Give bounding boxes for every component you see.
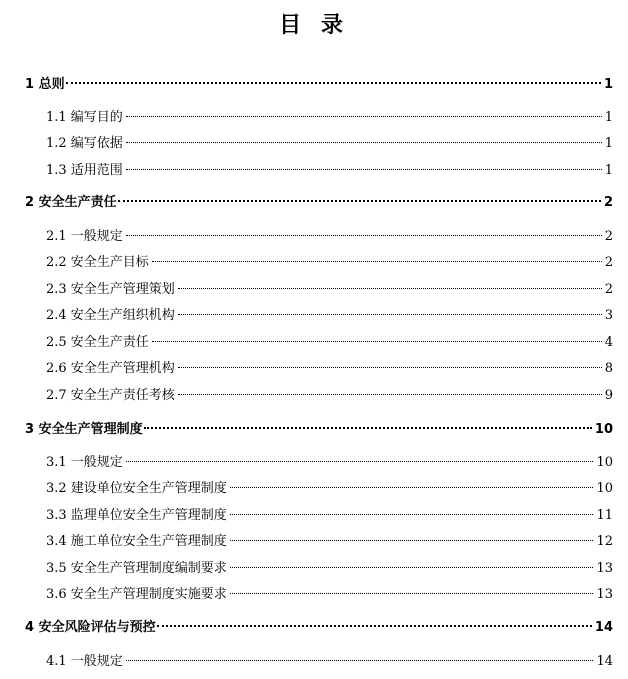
dot-leader bbox=[230, 593, 594, 594]
toc-entry-label: 3.6 安全生产管理制度实施要求 bbox=[46, 587, 227, 602]
toc-entry-label: 2.3 安全生产管理策划 bbox=[46, 282, 175, 297]
toc-entry-label: 2 安全生产责任 bbox=[25, 195, 117, 210]
toc-section-entry[interactable] bbox=[46, 107, 613, 129]
toc-section-entry[interactable] bbox=[46, 478, 613, 500]
toc-chapter-entry[interactable] bbox=[25, 419, 613, 441]
dot-leader bbox=[178, 394, 602, 395]
toc-entry-label: 2.7 安全生产责任考核 bbox=[46, 388, 175, 403]
toc-entry-page-number: 1 bbox=[604, 110, 613, 125]
toc-section-entry[interactable] bbox=[46, 651, 613, 673]
toc-entry-page-number: 10 bbox=[596, 481, 613, 496]
dot-leader bbox=[178, 367, 602, 368]
toc-entry-page-number: 2 bbox=[604, 229, 613, 244]
toc-section-entry[interactable] bbox=[46, 279, 613, 301]
toc-entry-label: 2.1 一般规定 bbox=[46, 229, 123, 244]
dot-leader bbox=[126, 235, 602, 236]
toc-entry-label: 3.2 建设单位安全生产管理制度 bbox=[46, 481, 227, 496]
dot-leader bbox=[152, 261, 602, 262]
toc-chapter-entry[interactable] bbox=[25, 192, 613, 214]
toc-entry-page-number: 11 bbox=[596, 508, 613, 523]
toc-entry-label: 1.3 适用范围 bbox=[46, 163, 123, 178]
toc-entry-page-number: 1 bbox=[604, 163, 613, 178]
toc-section-entry[interactable] bbox=[46, 505, 613, 527]
toc-entry-label: 3 安全生产管理制度 bbox=[25, 422, 143, 437]
toc-entry-label: 3.4 施工单位安全生产管理制度 bbox=[46, 534, 227, 549]
toc-entry-label: 1 总则 bbox=[25, 77, 65, 92]
dot-leader bbox=[230, 567, 594, 568]
page-title: 目 录 bbox=[279, 13, 349, 38]
dot-leader bbox=[118, 200, 601, 202]
toc-entry-page-number: 12 bbox=[596, 534, 613, 549]
toc-entry-page-number: 1 bbox=[603, 77, 613, 92]
toc-entry-label: 2.2 安全生产目标 bbox=[46, 255, 149, 270]
toc-entry-page-number: 2 bbox=[604, 255, 613, 270]
toc-entry-page-number: 14 bbox=[594, 620, 613, 635]
toc-section-entry[interactable] bbox=[46, 332, 613, 354]
dot-leader bbox=[230, 514, 594, 515]
toc-entry-label: 1.2 编写依据 bbox=[46, 136, 123, 151]
dot-leader bbox=[144, 427, 592, 429]
toc-entry-page-number: 2 bbox=[604, 282, 613, 297]
dot-leader bbox=[126, 169, 602, 170]
toc-entry-page-number: 2 bbox=[603, 195, 613, 210]
dot-leader bbox=[178, 314, 602, 315]
toc-entry-label: 2.6 安全生产管理机构 bbox=[46, 361, 175, 376]
toc-section-entry[interactable] bbox=[46, 584, 613, 606]
toc-entry-label: 2.4 安全生产组织机构 bbox=[46, 308, 175, 323]
toc-section-entry[interactable] bbox=[46, 531, 613, 553]
toc-entry-label: 3.5 安全生产管理制度编制要求 bbox=[46, 561, 227, 576]
dot-leader bbox=[157, 625, 592, 627]
toc-section-entry[interactable] bbox=[46, 226, 613, 248]
toc-section-entry[interactable] bbox=[46, 558, 613, 580]
toc-entry-page-number: 8 bbox=[604, 361, 613, 376]
toc-section-entry[interactable] bbox=[46, 452, 613, 474]
toc-entry-label: 3.1 一般规定 bbox=[46, 455, 123, 470]
dot-leader bbox=[126, 142, 602, 143]
dot-leader bbox=[126, 461, 594, 462]
toc-section-entry[interactable] bbox=[46, 252, 613, 274]
toc-entry-label: 3.3 监理单位安全生产管理制度 bbox=[46, 508, 227, 523]
toc-entry-page-number: 1 bbox=[604, 136, 613, 151]
toc-entry-label: 4.1 一般规定 bbox=[46, 654, 123, 669]
toc-entry-page-number: 4 bbox=[604, 335, 613, 350]
dot-leader bbox=[230, 487, 594, 488]
toc-section-entry[interactable] bbox=[46, 385, 613, 407]
toc-entry-label: 2.5 安全生产责任 bbox=[46, 335, 149, 350]
toc-entry-page-number: 14 bbox=[596, 654, 613, 669]
toc-entry-page-number: 13 bbox=[596, 587, 613, 602]
toc-section-entry[interactable] bbox=[46, 133, 613, 155]
dot-leader bbox=[126, 660, 594, 661]
dot-leader bbox=[126, 116, 602, 117]
toc-entry-page-number: 13 bbox=[596, 561, 613, 576]
toc-entry-page-number: 10 bbox=[594, 422, 613, 437]
toc-entry-label: 4 安全风险评估与预控 bbox=[25, 620, 156, 635]
toc-section-entry[interactable] bbox=[46, 358, 613, 380]
dot-leader bbox=[66, 82, 601, 84]
dot-leader bbox=[178, 288, 602, 289]
toc-entry-page-number: 9 bbox=[604, 388, 613, 403]
toc-entry-page-number: 3 bbox=[604, 308, 613, 323]
dot-leader bbox=[152, 341, 602, 342]
toc-chapter-entry[interactable] bbox=[25, 617, 613, 639]
toc-chapter-entry[interactable] bbox=[25, 74, 613, 96]
toc-section-entry[interactable] bbox=[46, 305, 613, 327]
toc-section-entry[interactable] bbox=[46, 160, 613, 182]
toc-entry-label: 1.1 编写目的 bbox=[46, 110, 123, 125]
dot-leader bbox=[230, 540, 594, 541]
toc-entry-page-number: 10 bbox=[596, 455, 613, 470]
